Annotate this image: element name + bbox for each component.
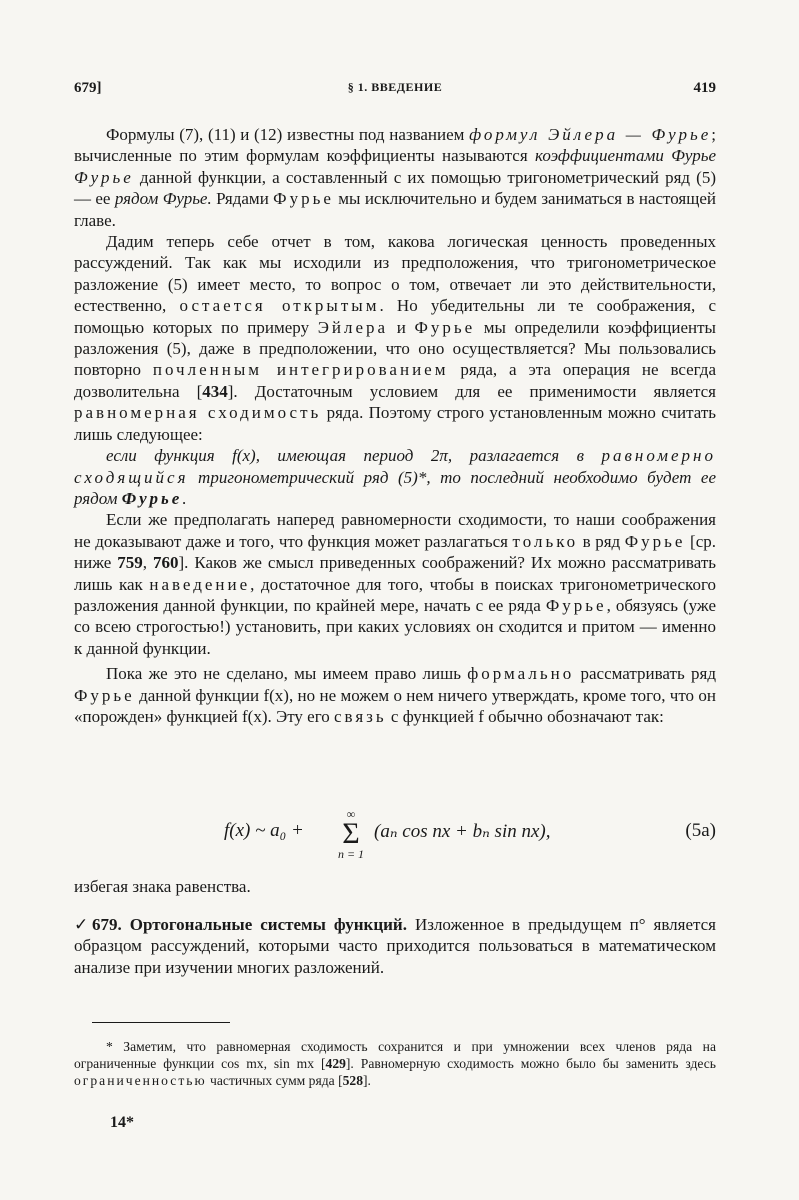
formula-rhs: (aₙ cos nx + bₙ sin nx),	[374, 821, 551, 842]
paragraph-uniform-convergence: Если же предполагать наперед равномерности сходимости, то наши соображения не доказывают даже и того, что функция может разлагаться только в ряд Фурье [ср. ниже 759, 760]. Каков же смысл приведенных соображений? Их можно рассматривать лишь как наведение, достаточное для того, чтобы в поисках тригонометрического разложения данной функции, по крайней мере, начать с ее ряда Фурье, обязуясь (уже со всею строгостью!) установить, при каких условиях он сходится и притом — именно к данной функции.	[74, 510, 717, 658]
main-text	[74, 124, 716, 727]
section-ref: 679]	[74, 80, 102, 96]
paragraph-formal: Пока же это не сделано, мы имеем право лишь формально рассматривать ряд Фурье данной функции f(x), но не можем о нем ничего утверждать, кроме того, что он «порожден» функцией f(x). Эту его связь с функцией f обычно обозначают так:	[74, 664, 716, 726]
section-title: Ортогональные системы функций.	[121, 915, 407, 934]
section-number: 679.	[92, 915, 122, 934]
paragraph-logical-value: Дадим теперь себе отчет в том, какова логическая ценность проведенных рассуждений. Так как мы исходили из предположения, что тригонометрическое разложение (5) имеет место, то вопрос о том, отвечает ли это действительности, естественно, остается открытым. Но убедительны ли те соображения, с помощью которых по примеру Эйлера и Фурье мы определили коэффициенты разложения (5), даже в предположении, что оно осуществляется? Мы пользовались повторно почленным интегрированием ряда, а эта операция не всегда дозволительна [434]. Достаточным условием для ее применимости является равномерная сходимость ряда. Поэтому строго установленным можно считать лишь следующее:	[74, 232, 717, 444]
page-header	[74, 80, 716, 104]
footnote-divider	[92, 1022, 230, 1023]
checkmark-icon: ✓	[74, 915, 93, 934]
printer-signature: 14*	[110, 1114, 134, 1131]
section-679	[74, 914, 716, 978]
footnote: * Заметим, что равномерная сходимость сохранится и при умножении всех членов ряда на ограниченные функции cos mx, sin mx [429]. Равномерную сходимость можно было бы заменить здесь ограниченностью частичных сумм ряда [528].	[74, 1039, 717, 1088]
running-title: § 1. ВВЕДЕНИЕ	[347, 80, 443, 94]
formula-lhs: f(x) ~ a₀ +	[224, 820, 304, 841]
paragraph-euler-fourier: Формулы (7), (11) и (12) известны под названием формул Эйлера — Фурье; вычисленные по этим формулам коэффициенты называются коэффициентами Фурье Фурье данной функции, а составленный с их помощью тригонометрический ряд (5) — ее рядом Фурье. Рядами Фурье мы исключительно и будем заниматься в настоящей главе.	[74, 125, 716, 230]
page-number: 419	[693, 80, 716, 96]
paragraph-theorem: если функция f(x), имеющая период 2π, разлагается в равномерно сходящийся тригонометрический ряд (5)*, то последний необходимо будет ее рядом Фурье.	[74, 446, 716, 508]
equation-number: (5а)	[685, 820, 716, 841]
summation-sign: ∞ Σ n = 1	[337, 807, 365, 861]
after-formula-text: избегая знака равенства.	[74, 877, 251, 896]
section-text: Изложенное в предыдущем п° является образцом рассуждений, которыми часто приходится пользоваться в математическом анализе при изучении многих разложений.	[74, 915, 716, 977]
formula-5a	[74, 808, 716, 864]
